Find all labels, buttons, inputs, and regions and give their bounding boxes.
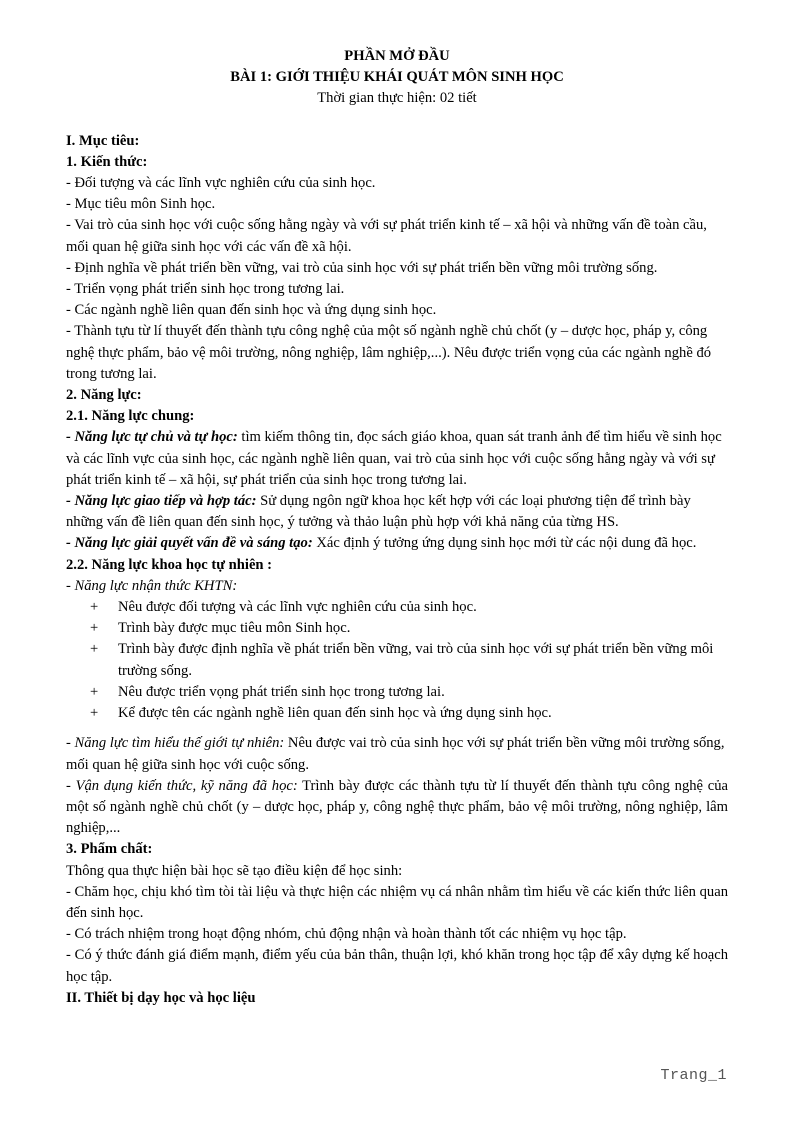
explore-competence (66, 733, 728, 775)
section-objectives-heading: I. Mục tiêu: (66, 132, 140, 149)
cognition-label: - Năng lực nhận thức KHTN: (66, 577, 238, 594)
cognition-list (66, 597, 728, 724)
competence-label: - Năng lực tìm hiểu thế giới tự nhiên: (66, 735, 285, 752)
plus-bullet: + (90, 599, 99, 616)
competence-heading: 2. Năng lực: (66, 387, 142, 404)
science-competence-heading: 2.2. Năng lực khoa học tự nhiên : (66, 556, 273, 573)
general-competence-item (66, 427, 728, 491)
knowledge-item: - Mục tiêu môn Sinh học. (66, 196, 216, 213)
list-item (66, 682, 728, 703)
knowledge-item: - Đối tượng và các lĩnh vực nghiên cứu của sinh học. (66, 175, 376, 192)
plus-bullet: + (90, 620, 99, 637)
knowledge-item: - Thành tựu từ lí thuyết đến thành tựu công nghệ của một số ngành nghề chủ chốt (y – dược học, pháp y, công nghệ thực phẩm, bảo vệ môi trường, nông nghiệp, lâm nghiệp,...). Nêu được triển vọng của các ngành nghề đó trong tương lai. (66, 323, 712, 382)
general-competence-item (66, 533, 728, 554)
plus-bullet: + (90, 641, 99, 658)
plus-bullet: + (90, 705, 99, 722)
competence-text: tìm kiếm thông tin, đọc sách giáo khoa, quan sát tranh ảnh để tìm hiểu về sinh học và các lĩnh vực của sinh học, các ngành nghề liên quan, vai trò của sinh học với cuộc sống hằng ngày và với sự phát triển kinh tế – xã hội, sự phát triển của sinh học trong tương lai. (66, 429, 722, 488)
list-item-text: Nêu được đối tượng và các lĩnh vực nghiên cứu của sinh học. (118, 599, 477, 616)
competence-text: Nêu được vai trò của sinh học với sự phát triển bền vững môi trường sống, mối quan hệ giữa sinh học với cuộc sống. (66, 735, 725, 773)
general-competence-item (66, 491, 728, 533)
competence-label: - Năng lực tự chủ và tự học: (66, 429, 238, 446)
lesson-duration: Thời gian thực hiện: 02 tiết (317, 90, 477, 107)
section-equipment-heading: II. Thiết bị dạy học và học liệu (66, 989, 256, 1006)
competence-label: - Vận dụng kiến thức, kỹ năng đã học: (66, 777, 298, 794)
apply-competence (66, 776, 728, 840)
knowledge-item: - Các ngành nghề liên quan đến sinh học và ứng dụng sinh học. (66, 302, 437, 319)
qualities-intro: Thông qua thực hiện bài học sẽ tạo điều kiện để học sinh: (66, 862, 403, 879)
knowledge-item: - Vai trò của sinh học với cuộc sống hằng ngày và với sự phát triển kinh tế – xã hội và những vấn đề toàn cầu, mối quan hệ giữa sinh học với các vấn đề xã hội. (66, 217, 707, 255)
competence-label: - Năng lực giải quyết vấn đề và sáng tạo: (66, 535, 313, 552)
qualities-item: - Có ý thức đánh giá điểm mạnh, điểm yếu của bản thân, thuận lợi, khó khăn trong học tập để xây dựng kế hoạch học tập. (66, 947, 728, 985)
list-item-text: Trình bày được mục tiêu môn Sinh học. (118, 620, 351, 637)
qualities-item: - Có trách nhiệm trong hoạt động nhóm, chủ động nhận và hoàn thành tốt các nhiệm vụ học tập. (66, 926, 627, 943)
plus-bullet: + (90, 683, 99, 700)
list-item (66, 703, 728, 724)
competence-text: Sử dụng ngôn ngữ khoa học kết hợp với các loại phương tiện để trình bày những vấn đề liên quan đến sinh học, ý tưởng và thảo luận phù hợp với khả năng của từng HS. (66, 493, 691, 531)
general-competence-heading: 2.1. Năng lực chung: (66, 408, 195, 425)
knowledge-heading: 1. Kiến thức: (66, 153, 148, 170)
list-item (66, 639, 728, 681)
list-item-text: Kể được tên các ngành nghề liên quan đến sinh học và ứng dụng sinh học. (118, 705, 552, 722)
knowledge-item: - Triển vọng phát triển sinh học trong tương lai. (66, 281, 345, 298)
list-item (66, 597, 728, 618)
list-item-text: Nêu được triển vọng phát triển sinh học trong tương lai. (118, 683, 445, 700)
qualities-heading: 3. Phẩm chất: (66, 841, 153, 858)
page-number: Trang_1 (660, 1067, 727, 1084)
list-item-text: Trình bày được định nghĩa về phát triển bền vững, vai trò của sinh học với sự phát triển bền vững môi trường sống. (118, 641, 714, 679)
knowledge-item: - Định nghĩa về phát triển bền vững, vai trò của sinh học với sự phát triển bền vững môi trường sống. (66, 259, 658, 276)
part-title: PHẦN MỞ ĐẦU (344, 48, 450, 64)
competence-text: Trình bày được các thành tựu từ lí thuyết đến thành tựu công nghệ của một số ngành nghề chủ chốt (y – dược học, pháp y, công nghệ thực phẩm, bảo vệ môi trường, nông nghiệp, lâm nghiệp,... (66, 777, 728, 837)
competence-text: Xác định ý tưởng ứng dụng sinh học mới từ các nội dung đã học. (312, 535, 697, 552)
lesson-title: BÀI 1: GIỚI THIỆU KHÁI QUÁT MÔN SINH HỌC (230, 69, 564, 86)
list-item (66, 618, 728, 639)
document-page (66, 46, 728, 1009)
competence-label: - Năng lực giao tiếp và hợp tác: (66, 493, 257, 510)
qualities-item: - Chăm học, chịu khó tìm tòi tài liệu và thực hiện các nhiệm vụ cá nhân nhằm tìm hiểu về các kiến thức liên quan đến sinh học. (66, 883, 728, 921)
